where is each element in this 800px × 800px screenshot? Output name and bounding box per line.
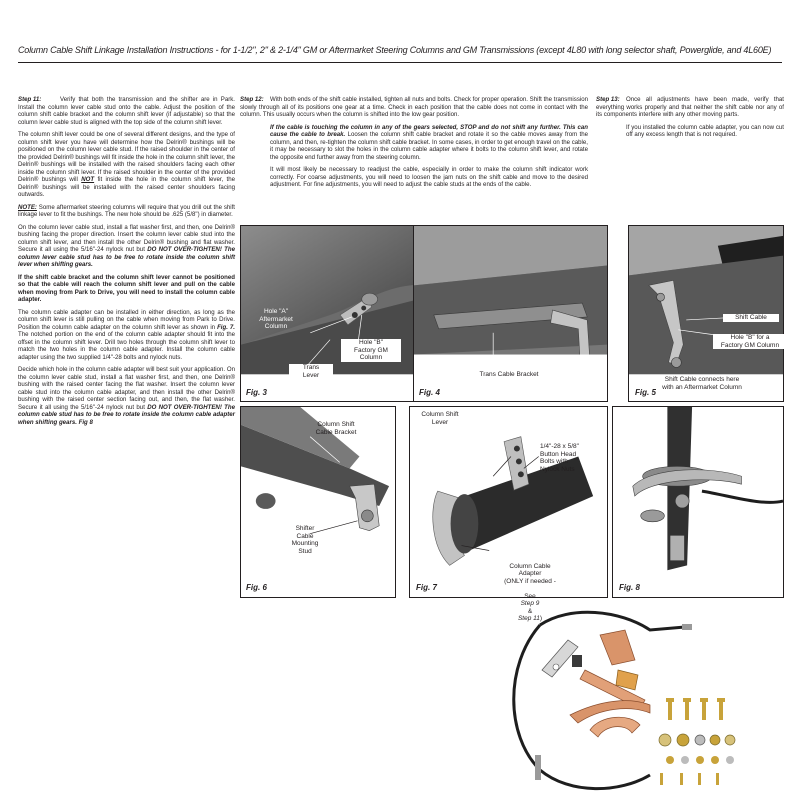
fig3-trans-lever-label: Trans Lever [289,364,333,379]
fig7-lever-label: Column Shift Lever [421,411,459,426]
step11-text-5a: The column cable adapter can be installed in either direction, as long as the column shift lever is still pulling on the cable when moving from Park to Drive. Position the column cable adapter on the column shift lever as shown in [18,308,235,331]
fig5-label: Fig. 5 [635,388,656,397]
step11-warning-1: DO NOT OVER-TIGHTEN! The column lever cable stud has to be free to rotate inside the column shift lever when shifting gears. [18,246,235,268]
fig7-amp: & [527,607,533,615]
step11-label: Step 11: [18,96,42,103]
figure-6 [240,406,396,598]
step13-text-1: Once all adjustments have been made, verify that everything works properly and that neither the shift cable nor any of its components interfere with any other moving parts. [596,96,784,118]
step12-column [240,96,588,194]
page-title: Column Cable Shift Linkage Installation Instructions - for 1-1/2", 2" & 2-1/4" GM or Aftermarket Steering Columns and GM Transmissions (except 4L80 with long selector shaft, Powerglide, and 4L60E) [18,45,772,55]
step11-text-6: Decide which hole in the column cable adapter will best suit your application. On the column lever cable stud, install a flat washer first, and then, one Delrin® bushing with the raised center facing the flat washer. Insert the column lever cable stud into the column cable adapter, and then install the other Delrin® bushing with the raised center section facing out, and then, the flat washer. Secure it all using the 5/16"-24 nylock nut but [18,366,235,411]
step13-intro [596,96,784,119]
step11-text-1: Verify that both the transmission and the shifter are in Park. Install the column lever cable stud onto the cable. Adjust the position of the column shift cable bracket and the column shift lever (if adjustable) so that the column lever cable stud is aligned with the top side of the column shift lever. [18,96,235,126]
step11-text-3: On the column lever cable stud, install a flat washer first, and then, one Delrin® bushing facing the proper direction. Insert the column lever cable stud into the column shift lever, and then install the other Delrin® bushing and flat washer. Secure it all using the 5/16"-24 nylock nut but [18,223,235,253]
title-rule [18,62,782,63]
figure-5 [628,225,784,402]
fig5-shift-cable-label: Shift Cable [723,314,779,322]
fig8-label: Fig. 8 [619,583,640,592]
step13-label: Step 13: [596,96,620,103]
fig3-hole-a-label: Hole "A" Aftermarket Column [259,308,293,330]
fig7-bolts-label: 1/4"-28 x 5/8" Button Head Bolts with Nylock Nuts [540,443,579,473]
step11-paragraph-5 [18,309,235,362]
step11-paragraph-4: If the shift cable bracket and the column shift lever cannot be positioned so that the cable will reach the column shift lever and pull on the cable when moving from Park to Drive, you will need to install the column cable adapter. [18,273,235,303]
step12-text-1: With both ends of the shift cable installed, tighten all nuts and bolts. Check for proper operation. Shift the transmission slowly through all of its positions one gear at a time. Check in each position that the cable does not come in contact with the column. This usually occurs when the column is shifted into the low gear position. [240,96,588,118]
figure-8 [612,406,784,598]
kit-illustration [500,605,790,795]
step11-column [18,96,235,431]
fig5-hole-b-label: Hole "B" for a Factory GM Column [713,334,787,349]
note-text: Some aftermarket steering columns will require that you drill out the shift linkage lever to fit the bushings. The new hole should be .625 (5/8") in diameter. [18,203,235,218]
step12-paragraph-3: It will most likely be necessary to readjust the cable, especially in order to make the column shift indicator work correctly. For coarse adjustments, you will need to loosen the jam nuts on the shift cable and move to the desired adjustment. For fine adjustments, you will need to adjust the cable studs at the ends of the cable. [270,166,588,188]
step11-text-2-end: fit inside the hole in the column shift lever, the Delrin® bushings will be installed with the raised center shoulders facing outwards. [18,176,236,198]
step11-text-2: The column shift lever could be one of several different designs, and the type of column shift lever you have will determine how the Delrin® bushings will be positioned on the column lever cable stud. If the raised shoulder in the center of the provided Delrin® bushings will fit inside the hole in the column shift lever, the Delrin® bushings will be installed with the raised shoulders facing each other inside the column shift lever. If the raised shoulder in the center of the provided Delrin® bushings will [18,131,235,183]
step11-not: NOT [81,176,95,183]
step13-column [596,96,784,144]
step11-paragraph-3 [18,224,235,269]
step11-intro [18,96,235,126]
note-label: NOTE: [18,203,37,211]
step11-paragraph-2 [18,131,235,199]
step11-text-5b: The notched portion on the end of the column cable adapter should fit into the offset in the column shift lever. Drill two holes through the column shift lever to match the two holes in the column cable adapter. Install the column cable adapter using the two supplied 1/4"-28 bolts and nylock nuts. [18,331,235,361]
fig7-close-paren: ) [539,615,543,622]
step12-intro [240,96,588,119]
fig7-step9-ref: Step 9 [520,600,540,607]
step11-paragraph-6 [18,366,235,426]
fig3-hole-b-label: Hole "B" Factory GM Column [341,339,401,362]
step12-paragraph-2 [270,124,588,162]
figure-3 [240,225,435,402]
fig6-label: Fig. 6 [246,583,267,592]
fig6-bracket-label: Column Shift Cable Bracket [315,421,357,436]
fig7-label: Fig. 7 [416,583,437,592]
step13-paragraph-2: If you installed the column cable adapter, you can now cut off any excess length that is not required. [626,123,784,138]
step11-warning-2: DO NOT OVER-TIGHTEN! The column cable stud has to be free to rotate inside the column cable adapter when shifting gears. Fig 8 [18,403,235,426]
kit-product-photo [500,605,790,795]
fig3-label: Fig. 3 [246,388,267,397]
fig4-bracket-label: Trans Cable Bracket [479,371,539,378]
fig7-see: See [524,592,536,600]
step11-note [18,204,235,219]
figure-8-photo [613,407,783,597]
figure-4 [413,225,608,402]
fig7-reference: Fig. 7. [217,323,235,331]
fig7-step11-ref: Step 11 [517,615,540,622]
step12-warning: If the cable is touching the column in any of the gears selected, STOP and do not shift any further. This can cause the cable to break. [270,123,588,138]
fig7-adapter-text: Column Cable Adapter (ONLY if needed - [504,562,556,585]
step12-text-2: Loosen the column shift cable bracket and rotate it so the cable moves away from the column, and then, re-tighten the column shift cable bracket. In some cases, in order to get enough travel on the cable, it may be necessary to slot the holes in the column cable adapter where it bolts to the column shift lever, and rotate the opposite end further away from the steering column. [270,131,588,161]
step12-label: Step 12: [240,96,264,103]
fig6-stud-label: Shifter Cable Mounting Stud [291,525,319,555]
figure-7 [409,406,608,622]
fig5-connects-label: Shift Cable connects here with an Aftermarket Column [662,376,742,391]
fig4-label: Fig. 4 [419,388,440,397]
